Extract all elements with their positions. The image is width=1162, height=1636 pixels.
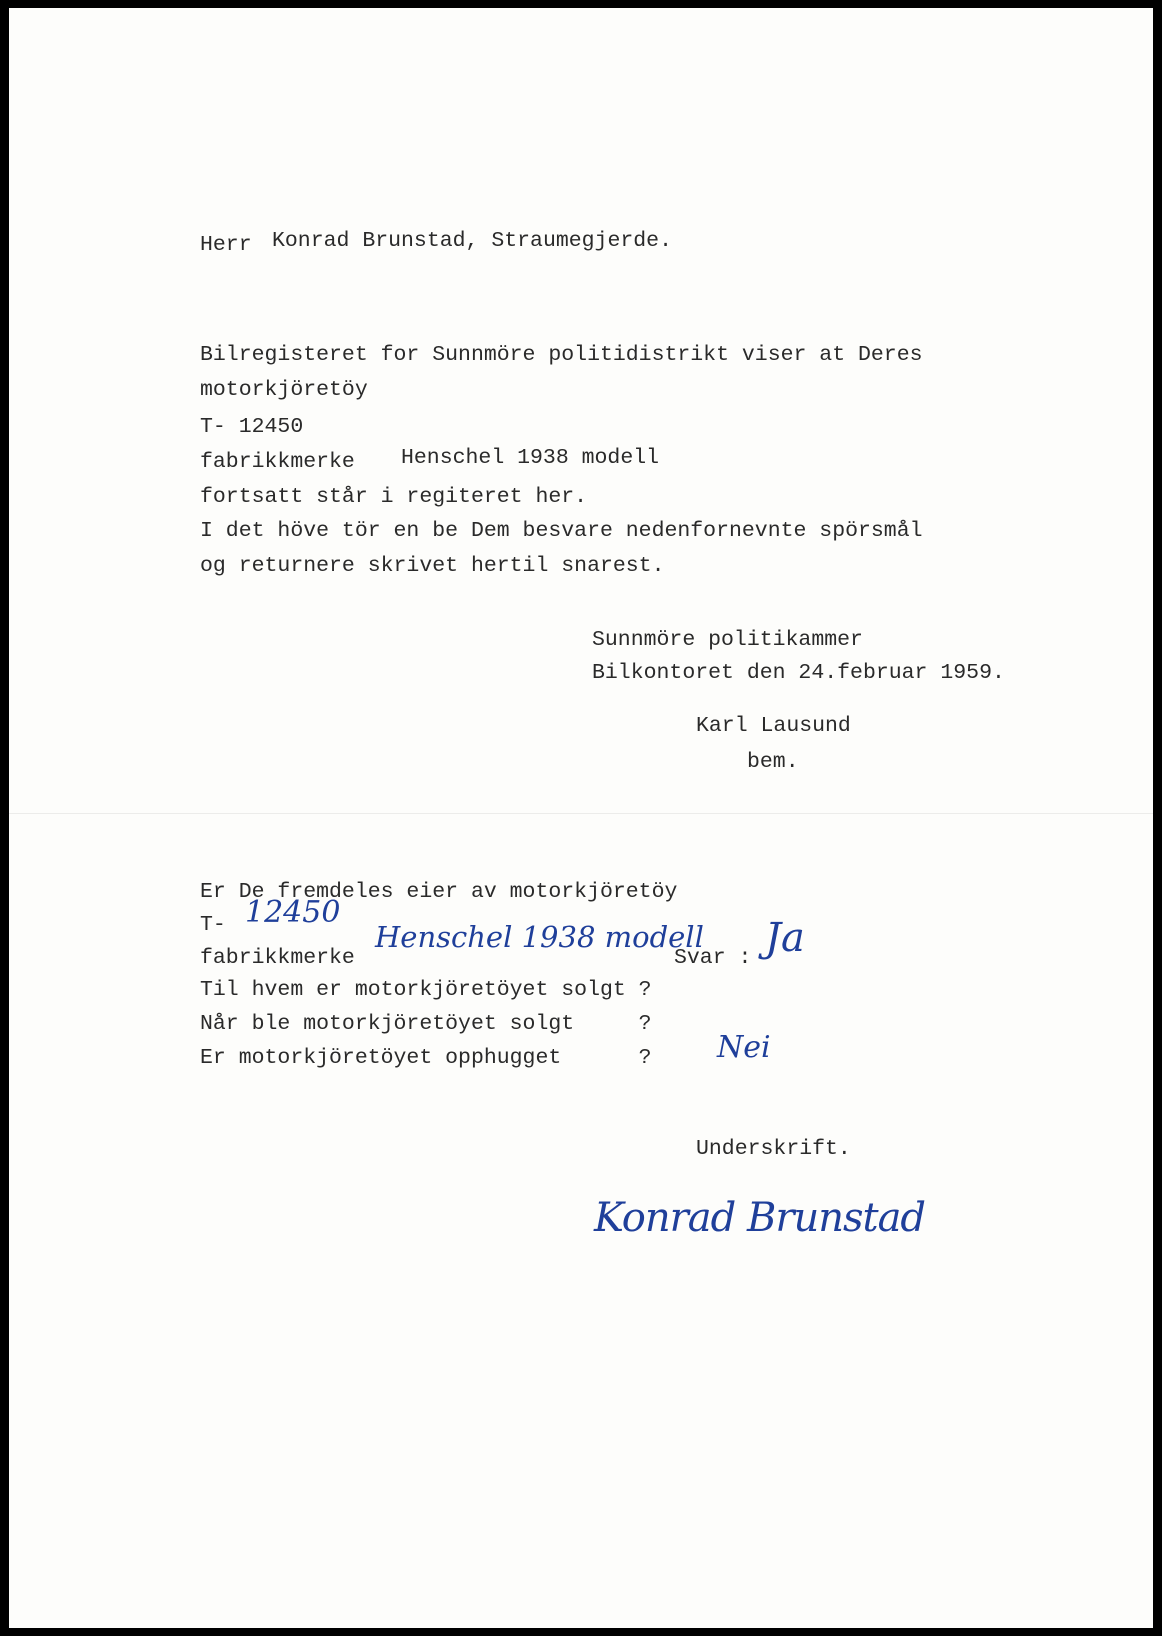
signature-handwritten: Konrad Brunstad (594, 1195, 926, 1241)
reg-answer-handwritten: 12450 (245, 895, 341, 930)
sender-office: Sunnmöre politikammer (592, 628, 863, 652)
sender-signer-title: bem. (747, 750, 799, 774)
addressee-prefix: Herr (200, 233, 252, 257)
body-line: I det höve tör en be Dem besvare nedenfornevnte spörsmål (200, 519, 923, 543)
body-line: Bilregisteret for Sunnmöre politidistrikt viser at Deres (200, 343, 923, 367)
answer-label: Svar : (674, 946, 752, 970)
question-sold-when: Når ble motorkjöretöyet solgt ? (200, 1012, 652, 1036)
answer-owner-handwritten: Ja (765, 915, 805, 961)
sender-place-date: Bilkontoret den 24.februar 1959. (592, 661, 1005, 685)
body-line: og returnere skrivet hertil snarest. (200, 554, 665, 578)
make-label: fabrikkmerke (200, 946, 355, 970)
body-line: motorkjöretöy (200, 378, 368, 402)
body-line: fortsatt står i regiteret her. (200, 485, 588, 509)
addressee-name: Konrad Brunstad, Straumegjerde. (272, 229, 672, 253)
make-answer-handwritten: Henschel 1938 modell (375, 920, 704, 954)
question-owner: Er De fremdeles eier av motorkjöretöy (200, 880, 678, 904)
document-page (9, 8, 1153, 1628)
answer-scrapped-handwritten: Nei (717, 1030, 771, 1065)
body-line: T- 12450 (200, 415, 304, 439)
body-line: fabrikkmerke (200, 450, 355, 474)
make-value: Henschel 1938 modell (401, 446, 660, 470)
question-scrapped: Er motorkjöretöyet opphugget ? (200, 1046, 652, 1070)
reg-prefix: T- (200, 913, 226, 937)
sender-signer: Karl Lausund (696, 714, 851, 738)
question-sold-to: Til hvem er motorkjöretöyet solgt ? (200, 978, 652, 1002)
fold-line (9, 813, 1153, 814)
signature-label: Underskrift. (696, 1137, 851, 1161)
